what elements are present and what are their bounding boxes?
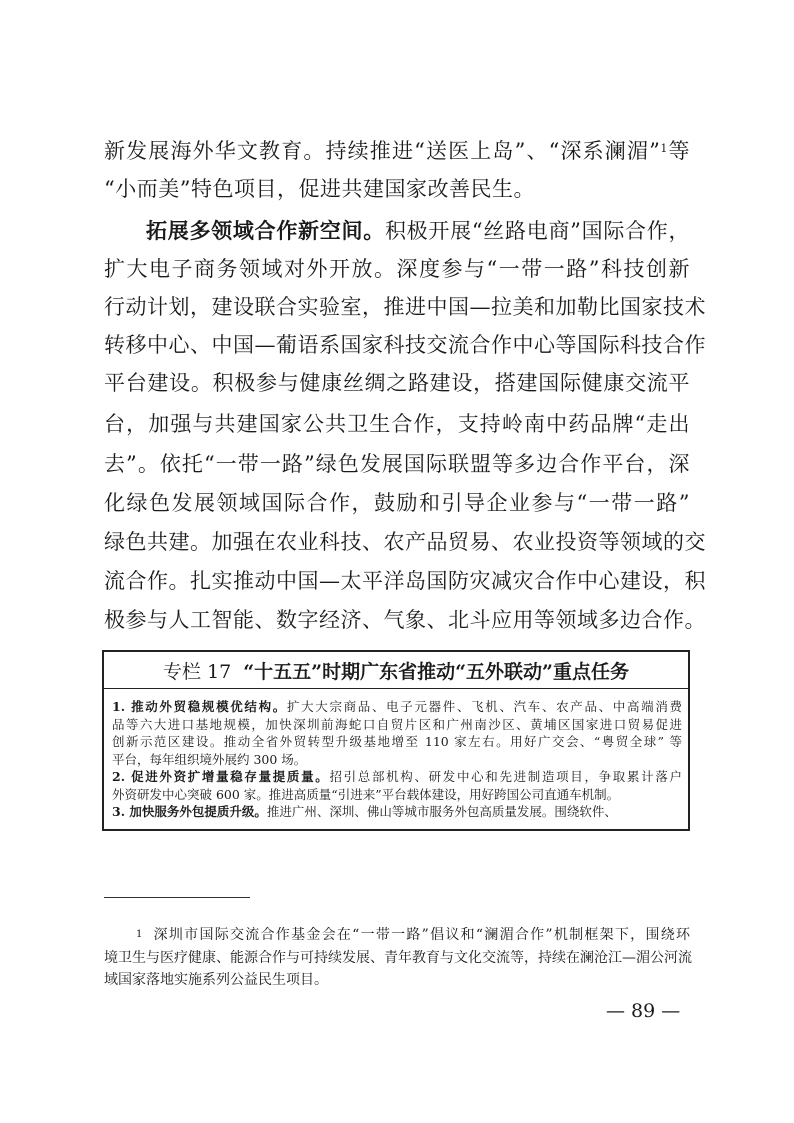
body-line: 平台建设。积极参与健康丝绸之路建设，搭建国际健康交流平 xyxy=(104,371,690,395)
body-line: 去”。依托“一带一路”绿色发展国际联盟等多边合作平台，深 xyxy=(104,452,690,476)
box-line xyxy=(112,698,682,716)
body-text: 等 xyxy=(667,139,690,163)
box-title: “十五五”时期广东省推动“五外联动”重点任务 xyxy=(243,660,629,683)
body-text: 新发展海外华文教育。持续推进“送医上岛”、“深系澜湄” xyxy=(104,139,661,163)
page-number: — 89 — xyxy=(606,1000,681,1022)
box-line: 平台，每年组织境外展约 300 场。 xyxy=(112,751,307,767)
body-line: 转移中心、中国—葡语系国家科技交流合作中心等国际科技合作 xyxy=(104,333,706,357)
body-line: 扩大电子商务领域对外开放。深度参与“一带一路”科技创新 xyxy=(104,257,690,281)
box-body xyxy=(112,698,682,821)
box-label: 专栏 17 xyxy=(163,660,232,683)
item-heading: 3. 加快服务外包提质升级。 xyxy=(112,804,267,819)
column-box xyxy=(102,650,690,831)
paragraph-heading: 拓展多领域合作新空间。 xyxy=(146,218,385,243)
footnote-mark: 1 xyxy=(136,929,143,940)
body-line: 化绿色发展领域国际合作，鼓励和引导企业参与“一带一路” xyxy=(104,491,690,515)
item-text: 推进广州、深圳、佛山等城市服务外包高质量发展。围绕软件、 xyxy=(266,804,617,819)
footnote-line xyxy=(136,925,690,945)
box-line xyxy=(112,768,682,786)
footnote-line: 境卫生与医疗健康、能源合作与可持续发展、青年教育与文化交流等，持续在澜沧江—湄公河流 xyxy=(104,950,692,966)
footnote-reference[interactable]: 1 xyxy=(660,142,668,155)
body-line: “小而美”特色项目，促进共建国家改善民生。 xyxy=(104,177,535,201)
box-line: 创新示范区建设。推动全省外贸转型升级基地增至 110 家左右。用好广交会、“粤贸全球” 等 xyxy=(112,734,682,749)
footnote-line: 域国家落地实施系列公益民生项目。 xyxy=(104,972,328,988)
box-line: 品等六大进口基地规模，加快深圳前海蛇口自贸片区和广州南沙区、黄埔区国家进口贸易促进 xyxy=(112,716,682,732)
body-line xyxy=(104,139,690,163)
body-line: 绿色共建。加强在农业科技、农产品贸易、农业投资等领域的交 xyxy=(104,530,706,554)
body-line: 极参与人工智能、数字经济、气象、北斗应用等领域多边合作。 xyxy=(104,608,706,632)
box-line: 外资研发中心突破 600 家。推进高质量“引进来”平台载体建设，用好跨国公司直通车机制。 xyxy=(112,786,620,802)
box-line xyxy=(112,803,682,821)
body-line: 台，加强与共建国家公共卫生合作，支持岭南中药品牌“走出 xyxy=(104,412,690,436)
body-text: 积极开展“丝路电商”国际合作， xyxy=(384,219,690,243)
body-line xyxy=(146,219,690,243)
item-text: 招引总部机构、研发中心和先进制造项目，争取累计落户 xyxy=(329,769,682,784)
footnote-separator xyxy=(104,897,250,898)
item-heading: 2. 促进外资扩增量稳存量提质量。 xyxy=(112,769,330,784)
item-heading: 1. 推动外贸稳规模优结构。 xyxy=(112,699,287,714)
body-line: 行动计划，建设联合实验室，推进中国—拉美和加勒比国家技术 xyxy=(104,295,706,319)
box-title-bar xyxy=(104,652,688,689)
item-text: 扩大大宗商品、电子元器件、飞机、汽车、农产品、中高端消费 xyxy=(286,699,682,714)
footnote-text: 深圳市国际交流合作基金会在“一带一路”倡议和“澜湄合作”机制框架下，围绕环 xyxy=(152,927,690,943)
body-line: 流合作。扎实推动中国—太平洋岛国防灾减灾合作中心建设，积 xyxy=(104,569,706,593)
